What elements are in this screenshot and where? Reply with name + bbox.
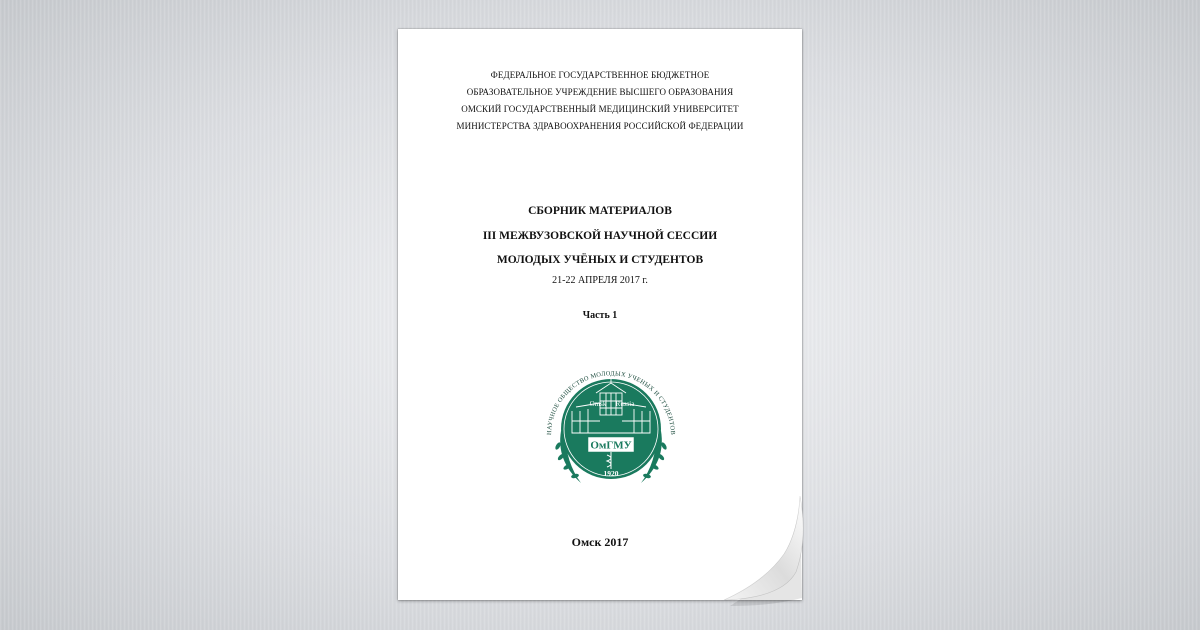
emblem-russia-label: Russia [615, 400, 635, 408]
header-line-2: ОБРАЗОВАТЕЛЬНОЕ УЧРЕЖДЕНИЕ ВЫСШЕГО ОБРАЗОВАНИЯ [466, 87, 734, 97]
title-line-3: МОЛОДЫХ УЧЁНЫХ И СТУДЕНТОВ [496, 254, 704, 266]
emblem-omsk-label: Omsk [589, 400, 607, 408]
document-cover-page [398, 29, 802, 600]
title-line-2: III МЕЖВУЗОВСКОЙ НАУЧНОЙ СЕССИИ [482, 229, 718, 242]
city-year: Омск 2017 [571, 535, 629, 549]
header-line-3: ОМСКИЙ ГОСУДАРСТВЕННЫЙ МЕДИЦИНСКИЙ УНИВЕРСИТЕТ [461, 104, 739, 114]
title-line-1: СБОРНИК МАТЕРИАЛОВ [528, 205, 672, 217]
university-emblem [536, 351, 686, 501]
event-date: 21-22 АПРЕЛЯ 2017 г. [552, 274, 648, 286]
emblem-year: 1920 [603, 469, 619, 478]
document-title [398, 199, 802, 288]
emblem-name: ОмГМУ [590, 439, 632, 452]
emblem-ring-text: НАУЧНОЕ ОБЩЕСТВО МОЛОДЫХ УЧЕНЫХ И СТУДЕНТОВ [545, 370, 677, 436]
header-line-4: МИНИСТЕРСТВА ЗДРАВООХРАНЕНИЯ РОССИЙСКОЙ ФЕДЕРАЦИИ [456, 121, 744, 131]
header-line-1: ФЕДЕРАЛЬНОЕ ГОСУДАРСТВЕННОЕ БЮДЖЕТНОЕ [490, 70, 710, 80]
part-label: Часть 1 [582, 310, 618, 321]
institution-header [398, 67, 802, 135]
